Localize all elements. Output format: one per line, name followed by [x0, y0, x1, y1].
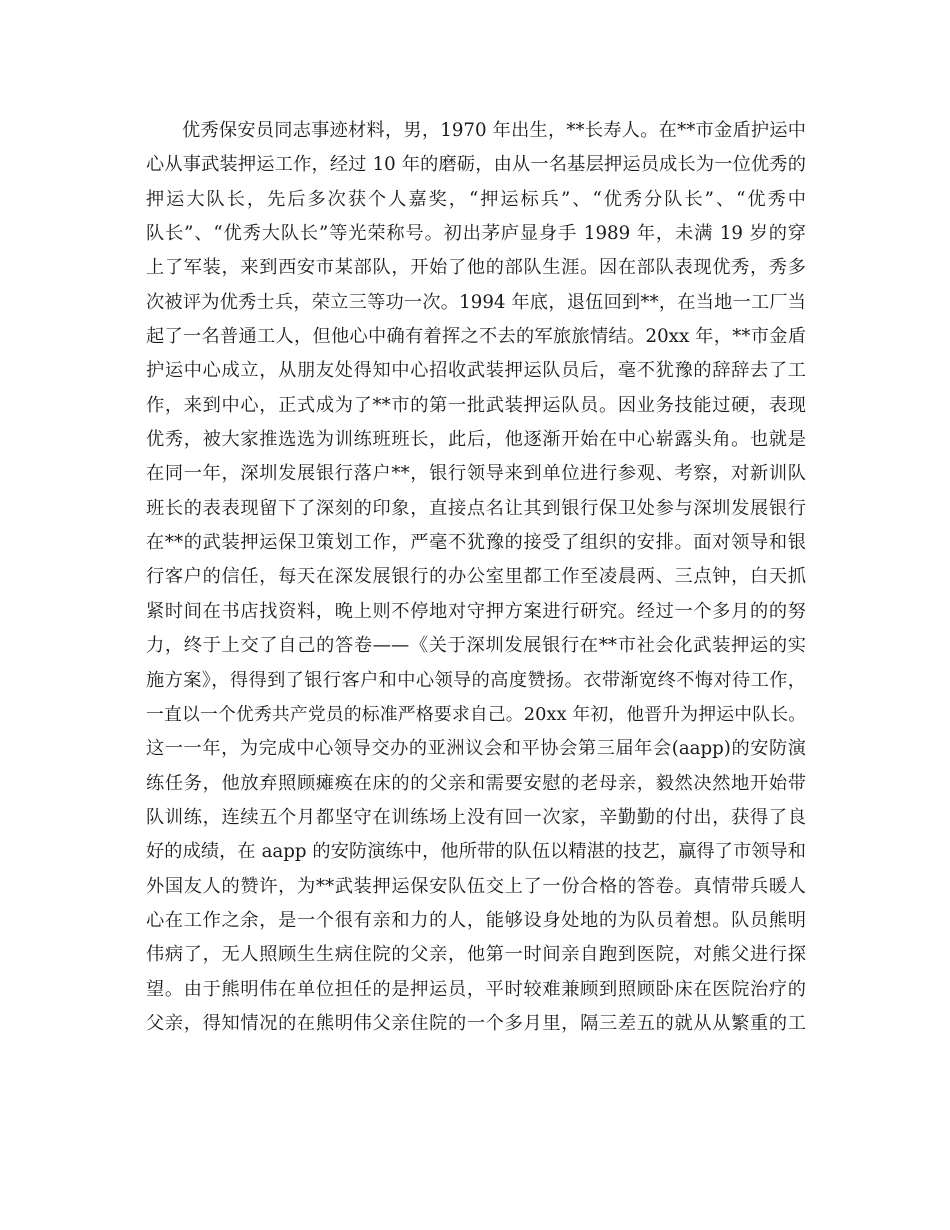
text-line: 在**的武装押运保卫策划工作，严毫不犹豫的接受了组织的安排。面对领导和银 [146, 532, 806, 554]
text-line: 望。由于熊明伟在单位担任的是押运员，平时较难兼顾到照顾卧床在医院治疗的 [146, 978, 806, 1000]
body-paragraph [146, 114, 806, 1041]
text-line: 心在工作之余，是一个很有亲和力的人，能够设身处地的为队员着想。队员熊明 [146, 909, 806, 931]
text-line: 护运中心成立，从朋友处得知中心招收武装押运队员后，毫不犹豫的辞辞去了工 [146, 360, 806, 382]
text-line: 这一一年，为完成中心领导交办的亚洲议会和平协会第三届年会(aapp)的安防演 [146, 738, 806, 760]
text-line: 队长”、“优秀大队长”等光荣称号。初出茅庐显身手 1989 年，未满 19 岁的穿 [146, 223, 806, 245]
text-line: 外国友人的赞许，为**武装押运保安队伍交上了一份合格的答卷。真情带兵暖人 [146, 875, 806, 897]
text-line: 伟病了，无人照顾生生病住院的父亲，他第一时间亲自跑到医院，对熊父进行探 [146, 944, 806, 966]
text-line: 班长的表表现留下了深刻的印象，直接点名让其到银行保卫处参与深圳发展银行 [146, 497, 806, 519]
text-line: 心从事武装押运工作，经过 10 年的磨砺，由从一名基层押运员成长为一位优秀的 [146, 154, 806, 176]
text-line: 好的成绩，在 aapp 的安防演练中，他所带的队伍以精湛的技艺，赢得了市领导和 [146, 841, 806, 863]
text-line: 行客户的信任，每天在深发展银行的办公室里都工作至凌晨两、三点钟，白天抓 [146, 566, 806, 588]
text-line: 作，来到中心，正式成为了**市的第一批武装押运队员。因业务技能过硬，表现 [146, 394, 806, 416]
text-line: 施方案》，得得到了银行客户和中心领导的高度赞扬。衣带渐宽终不悔对待工作， [146, 669, 806, 691]
text-line: 在同一年，深圳发展银行落户**，银行领导来到单位进行参观、考察，对新训队 [146, 463, 806, 485]
text-line: 起了一名普通工人，但他心中确有着挥之不去的军旅旅情结。20xx 年，**市金盾 [146, 326, 806, 348]
text-line: 次被评为优秀士兵，荣立三等功一次。1994 年底，退伍回到**，在当地一工厂当 [146, 291, 806, 313]
text-line: 优秀保安员同志事迹材料，男，1970 年出生，**长寿人。在**市金盾护运中 [182, 120, 806, 141]
text-line: 队训练，连续五个月都坚守在训练场上没有回一次家，辛勤勤的付出，获得了良 [146, 806, 806, 828]
text-line: 练任务，他放弃照顾瘫痪在床的的父亲和需要安慰的老母亲，毅然决然地开始带 [146, 772, 806, 794]
text-line: 一直以一个优秀共产党员的标准严格要求自己。20xx 年初，他晋升为押运中队长。 [146, 703, 806, 725]
text-line: 力，终于上交了自己的答卷——《关于深圳发展银行在**市社会化武装押运的实 [146, 635, 806, 657]
text-line: 押运大队长，先后多次获个人嘉奖，“押运标兵”、“优秀分队长”、“优秀中 [146, 188, 806, 210]
text-line: 紧时间在书店找资料，晚上则不停地对守押方案进行研究。经过一个多月的的努 [146, 600, 806, 622]
text-line: 优秀，被大家推选选为训练班班长，此后，他逐渐开始在中心崭露头角。也就是 [146, 429, 806, 451]
text-line: 上了军装，来到西安市某部队，开始了他的部队生涯。因在部队表现优秀，秀多 [146, 257, 806, 279]
text-line: 父亲，得知情况的在熊明伟父亲住院的一个多月里，隔三差五的就从从繁重的工 [146, 1012, 806, 1034]
